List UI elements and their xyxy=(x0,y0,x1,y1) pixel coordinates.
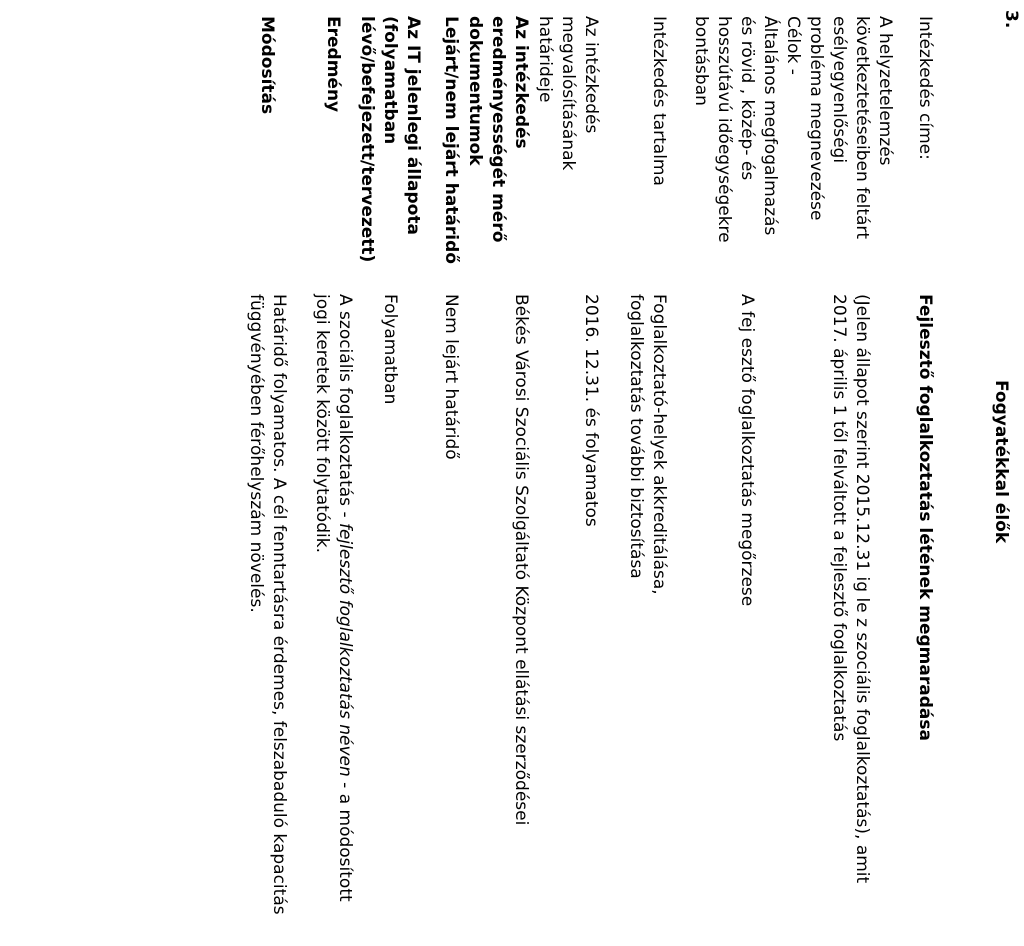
row-value: Nem lejárt határidő xyxy=(441,294,461,460)
row-label: határideje xyxy=(535,16,555,103)
result-text-part: - a módosított xyxy=(335,776,355,902)
row-value: Foglalkoztató-helyek akkreditálása, xyxy=(649,294,669,595)
row-label: Eredmény xyxy=(323,16,343,113)
row-label: Lejárt/nem lejárt határidő xyxy=(441,16,461,264)
section-heading: Fogyatékkal élők xyxy=(991,380,1011,544)
row-label: probléma megnevezése xyxy=(806,16,826,221)
row-label: Módosítás xyxy=(257,16,277,115)
row-value: függvényében férőhelyszám növelés. xyxy=(246,294,266,613)
row-label: Intézkedés címe: xyxy=(915,16,935,160)
row-value: Fejlesztő foglalkoztatás létének megmaradása xyxy=(915,294,935,741)
row-label: hosszútávú időegységekre xyxy=(714,16,734,243)
row-value: A fej esztő foglalkoztatás megőrzese xyxy=(737,294,757,607)
row-label: következtetéseiben feltárt xyxy=(852,16,872,240)
row-label: Az intézkedés xyxy=(581,16,601,134)
row-label: Célok - xyxy=(783,16,803,75)
row-value: (Jelen állapot szerint 2015.12.31 ig le z szociális foglalkoztatás), amit xyxy=(852,294,872,884)
row-label: Az intézkedés xyxy=(511,16,531,149)
row-label: Általános megfogalmazás xyxy=(760,16,780,236)
row-value: Békés Városi Szociális Szolgáltató Központ ellátási szerződései xyxy=(511,294,531,826)
result-text-part: A szociális foglalkoztatás - xyxy=(335,294,355,523)
row-label: esélyegyenlőségi xyxy=(829,16,849,164)
row-label: A helyzetelemzés xyxy=(875,16,895,166)
row-label: megvalósításának xyxy=(558,16,578,171)
row-label: dokumentumok xyxy=(465,16,485,166)
row-label: Intézkedés tartalma xyxy=(649,16,669,186)
row-value: jogi keretek között folytatódik. xyxy=(312,294,332,553)
row-label: (folyamatban xyxy=(380,16,400,145)
result-text-italic: fejlesztő foglalkoztatás néven xyxy=(335,522,355,777)
row-value: Folyamatban xyxy=(380,294,400,405)
section-number: 3. xyxy=(1001,10,1021,29)
row-value xyxy=(333,294,356,902)
row-value: 2016. 12.31. és folyamatos xyxy=(581,294,601,527)
row-label: Az IT jelenlegi állapota xyxy=(403,16,423,235)
row-label: lévő/befejezett/tervezett) xyxy=(357,16,377,263)
row-value: 2017. április 1 től felváltott a fejlesztő foglalkoztatás xyxy=(829,294,849,742)
row-label: eredményességét mérő xyxy=(488,16,508,243)
row-value: foglalkoztatás további biztosítása xyxy=(626,294,646,579)
row-label: és rövid , közép- és xyxy=(737,16,757,181)
row-label: bontásban xyxy=(691,16,711,106)
row-value: Határidő folyamatos. A cél fenntartásra érdemes, felszabaduló kapacitás xyxy=(269,294,289,915)
